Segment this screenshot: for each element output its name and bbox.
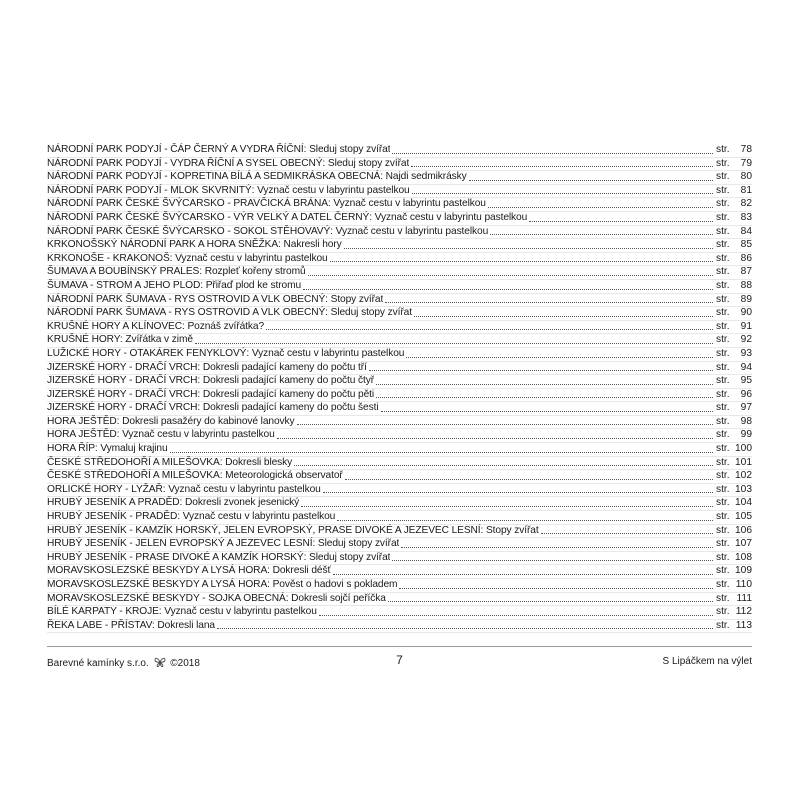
page-number-ref: 96 (740, 388, 752, 400)
toc-entry-title: ORLICKÉ HORY - LYŽAŘ: Vyznač cestu v labyrintu pastelkou (47, 483, 321, 495)
page-number-ref: 109 (735, 565, 752, 577)
page-prefix: str. (716, 538, 730, 550)
toc-page-ref (716, 361, 752, 375)
toc-entry-title: HRUBÝ JESENÍK - PRASE DIVOKÉ A KAMZÍK HORSKÝ: Sleduj stopy zvířat (47, 551, 391, 563)
page-prefix: str. (716, 497, 730, 509)
dot-leader (541, 533, 713, 534)
toc-page-ref (716, 197, 752, 211)
page-prefix: str. (716, 443, 730, 455)
toc-page-ref (716, 293, 752, 307)
toc-page-ref (716, 564, 752, 578)
page-prefix: str. (716, 388, 730, 400)
dot-leader (376, 384, 713, 385)
toc-page-ref (716, 510, 752, 524)
page-prefix: str. (716, 415, 730, 427)
toc-page-ref (716, 211, 752, 225)
toc-row (47, 239, 752, 253)
toc-row (47, 484, 752, 498)
toc-row (47, 280, 752, 294)
page-number: 7 (396, 653, 403, 667)
toc-entry-title: NÁRODNÍ PARK ČESKÉ ŠVÝCARSKO - PRAVČICKÁ BRÁNA: Vyznač cestu v labyrintu pastelkou (47, 198, 486, 210)
page-prefix: str. (716, 239, 730, 251)
page-prefix: str. (716, 402, 730, 414)
page-number-ref: 98 (740, 415, 752, 427)
page-prefix: str. (716, 470, 730, 482)
toc-entry-title: JIZERSKÉ HORY - DRAČÍ VRCH: Dokresli padající kameny do počtu šesti (47, 402, 379, 414)
page-prefix: str. (716, 565, 730, 577)
toc-entry-title: KRKONOŠE - KRAKONOŠ: Vyznač cestu v labyrintu pastelkou (47, 252, 328, 264)
copyright-text: ©2018 (170, 658, 200, 669)
toc-row (47, 620, 752, 634)
toc-page-ref (716, 551, 752, 565)
book-title: S Lipáčkem na výlet (662, 656, 752, 667)
page-prefix: str. (716, 375, 730, 387)
page-prefix: str. (716, 293, 730, 305)
dot-leader (344, 248, 713, 249)
toc-row (47, 525, 752, 539)
toc-page-ref (716, 265, 752, 279)
toc-entry-title: BÍLÉ KARPATY - KROJE: Vyznač cestu v labyrintu pastelkou (47, 606, 317, 618)
dot-leader (392, 153, 713, 154)
toc-entry-title: JIZERSKÉ HORY - DRAČÍ VRCH: Dokresli padající kameny do počtu pěti (47, 388, 375, 400)
dot-leader (376, 397, 713, 398)
dot-leader (392, 560, 713, 561)
dot-leader (195, 343, 713, 344)
toc-page-ref (716, 605, 752, 619)
toc-page-ref (716, 428, 752, 442)
toc-entry-title: ŘEKA LABE - PŘÍSTAV: Dokresli lana (47, 619, 215, 631)
page-number-ref: 95 (740, 375, 752, 387)
dot-leader (406, 357, 713, 358)
toc-entry-title: NÁRODNÍ PARK PODYJÍ - KOPRETINA BÍLÁ A SEDMIKRÁSKA OBECNÁ: Najdi sedmikrásky (47, 171, 467, 183)
dot-leader (294, 465, 713, 466)
toc-entry-title: JIZERSKÉ HORY - DRAČÍ VRCH: Dokresli padající kameny do počtu tří (47, 361, 367, 373)
toc-row (47, 538, 752, 552)
page-number-ref: 94 (740, 361, 752, 373)
toc-page-ref (716, 279, 752, 293)
toc-page-ref (716, 469, 752, 483)
toc-entry-title: KRUŠNÉ HORY: Zvířátka v zimě (47, 334, 193, 346)
page-number-ref: 99 (740, 429, 752, 441)
toc-page-ref (716, 442, 752, 456)
page-number-ref: 91 (740, 320, 752, 332)
dot-leader (337, 520, 713, 521)
toc-entry-title: HORA ŘÍP: Vymaluj krajinu (47, 443, 168, 455)
toc-row (47, 171, 752, 185)
toc-entry-title: HRUBÝ JESENÍK A PRADĚD: Dokresli zvonek jesenický (47, 497, 300, 509)
toc-entry-title: HORA JEŠTĚD: Vyznač cestu v labyrintu pastelkou (47, 429, 275, 441)
dot-leader (529, 221, 713, 222)
page-number-ref: 112 (735, 606, 752, 618)
toc-entry-title: HRUBÝ JESENÍK - JELEN EVROPSKÝ A JEZEVEC LESNÍ: Sleduj stopy zvířat (47, 538, 400, 550)
toc-entry-title: HORA JEŠTĚD: Dokresli pasažéry do kabinové lanovky (47, 415, 295, 427)
dot-leader (381, 411, 714, 412)
page-prefix: str. (716, 619, 730, 631)
dot-leader (412, 193, 713, 194)
page-number-ref: 100 (735, 443, 752, 455)
toc-page-ref (716, 333, 752, 347)
page-footer (47, 653, 752, 670)
dot-leader (277, 438, 713, 439)
toc-row (47, 511, 752, 525)
dot-leader (401, 547, 713, 548)
toc-row (47, 185, 752, 199)
dot-leader (323, 492, 713, 493)
toc-entry-title: NÁRODNÍ PARK PODYJÍ - VYDRA ŘÍČNÍ A SYSEL OBECNÝ: Sleduj stopy zvířat (47, 157, 410, 169)
toc-row (47, 443, 752, 457)
toc-page-ref (716, 184, 752, 198)
footer-divider (47, 646, 752, 647)
page-number-ref: 110 (735, 579, 752, 590)
toc-row (47, 348, 752, 362)
page-number-ref: 92 (740, 334, 752, 346)
page-prefix: str. (716, 429, 730, 441)
page-prefix: str. (716, 252, 730, 264)
page-prefix: str. (716, 606, 730, 618)
toc-entry-title: MORAVSKOSLEZSKÉ BESKYDY - SOJKA OBECNÁ: Dokresli sojčí peříčka (47, 592, 386, 604)
toc-page-ref (716, 524, 752, 538)
toc-row (47, 497, 752, 511)
toc-page-ref (716, 225, 752, 239)
toc-row (47, 402, 752, 416)
page-number-ref: 111 (736, 592, 752, 604)
toc-page-ref (716, 496, 752, 510)
toc-page-ref (716, 347, 752, 361)
dot-leader (333, 574, 713, 575)
page-number-ref: 97 (740, 402, 752, 414)
toc-row (47, 389, 752, 403)
toc-row (47, 593, 752, 607)
toc-page-ref (716, 252, 752, 266)
table-of-contents (47, 144, 752, 633)
toc-row (47, 457, 752, 471)
page-prefix: str. (716, 456, 730, 468)
page-number-ref: 93 (740, 347, 752, 359)
toc-row (47, 429, 752, 443)
dot-leader (345, 479, 713, 480)
page-number-ref: 87 (740, 266, 752, 278)
page-prefix: str. (716, 279, 730, 291)
page-number-ref: 103 (735, 483, 752, 495)
toc-entry-title: NÁRODNÍ PARK PODYJÍ - ČÁP ČERNÝ A VYDRA ŘÍČNÍ: Sleduj stopy zvířat (47, 144, 391, 155)
toc-page-ref (716, 401, 752, 415)
toc-row (47, 606, 752, 620)
dot-leader (399, 588, 713, 589)
page-number-ref: 106 (735, 524, 752, 536)
page-number-ref: 89 (740, 293, 752, 305)
toc-entry-title: JIZERSKÉ HORY - DRAČÍ VRCH: Dokresli padající kameny do počtu čtyř (47, 375, 375, 387)
toc-entry-title: MORAVSKOSLEZSKÉ BESKYDY A LYSÁ HORA: Dokresli déšť (47, 565, 332, 577)
toc-entry-title: ŠUMAVA - STROM A JEHO PLOD: Přiřaď plod ke stromu (47, 279, 302, 291)
dot-leader (170, 452, 713, 453)
toc-row (47, 198, 752, 212)
page-number-ref: 86 (740, 252, 752, 264)
page-prefix: str. (716, 320, 730, 332)
toc-entry-title: KRUŠNÉ HORY A KLÍNOVEC: Poznáš zvířátka? (47, 320, 265, 332)
toc-page-ref (716, 592, 752, 606)
toc-entry-title: KRKONOŠSKÝ NÁRODNÍ PARK A HORA SNĚŽKA: Nakresli hory (47, 239, 342, 251)
toc-entry-title: HRUBÝ JESENÍK - KAMZÍK HORSKÝ, JELEN EVROPSKÝ, PRASE DIVOKÉ A JEZEVEC LESNÍ: Stopy zvířat (47, 524, 539, 536)
dot-leader (369, 370, 713, 371)
dot-leader (388, 601, 713, 602)
toc-page-ref (716, 456, 752, 470)
page-number-ref: 90 (740, 307, 752, 319)
page-prefix: str. (716, 524, 730, 536)
page-prefix: str. (716, 184, 730, 196)
page-number-ref: 84 (740, 225, 752, 237)
toc-row (47, 416, 752, 430)
page-number-ref: 81 (740, 184, 752, 196)
page-prefix: str. (716, 266, 730, 278)
page-prefix: str. (716, 307, 730, 319)
toc-page-ref (716, 170, 752, 184)
toc-entry-title: HRUBÝ JESENÍK - PRADĚD: Vyznač cestu v labyrintu pastelkou (47, 511, 336, 523)
page-prefix: str. (716, 579, 730, 590)
page-number-ref: 83 (740, 211, 752, 223)
toc-row (47, 375, 752, 389)
toc-page-ref (716, 578, 752, 592)
toc-row (47, 158, 752, 172)
dot-leader (385, 302, 713, 303)
page-number-ref: 85 (740, 239, 752, 251)
dot-leader (490, 234, 713, 235)
toc-row (47, 334, 752, 348)
dot-leader (297, 424, 713, 425)
toc-row (47, 307, 752, 321)
page-prefix: str. (716, 211, 730, 223)
dot-leader (469, 180, 713, 181)
page-number-ref: 108 (735, 551, 752, 563)
dot-leader (217, 628, 713, 629)
dot-leader (488, 207, 713, 208)
toc-row (47, 321, 752, 335)
toc-row (47, 579, 752, 593)
toc-page-ref (716, 619, 752, 633)
page-number-ref: 107 (735, 538, 752, 550)
toc-page-ref (716, 238, 752, 252)
page-prefix: str. (716, 483, 730, 495)
publisher-name: Barevné kamínky s.r.o. (47, 658, 149, 669)
toc-entry-title: NÁRODNÍ PARK ČESKÉ ŠVÝCARSKO - VÝR VELKÝ A DATEL ČERNÝ: Vyznač cestu v labyrintu pastelkou (47, 211, 528, 223)
dot-leader (414, 316, 713, 317)
toc-row (47, 294, 752, 308)
page-number-ref: 82 (740, 198, 752, 210)
toc-row (47, 253, 752, 267)
toc-entry-title: LUŽICKÉ HORY - OTAKÁREK FENYKLOVÝ: Vyznač cestu v labyrintu pastelkou (47, 347, 405, 359)
toc-page-ref (716, 537, 752, 551)
toc-entry-title: NÁRODNÍ PARK ŠUMAVA - RYS OSTROVID A VLK OBECNÝ: Sleduj stopy zvířat (47, 307, 412, 319)
toc-row (47, 552, 752, 566)
toc-entry-title: ČESKÉ STŘEDOHOŘÍ A MILEŠOVKA: Meteorologická observatoř (47, 470, 343, 482)
toc-page-ref (716, 374, 752, 388)
toc-row (47, 565, 752, 579)
dot-leader (301, 506, 713, 507)
toc-page-ref (716, 320, 752, 334)
toc-row (47, 144, 752, 158)
page-prefix: str. (716, 157, 730, 169)
page-prefix: str. (716, 171, 730, 183)
page-number-ref: 102 (735, 470, 752, 482)
toc-entry-title: NÁRODNÍ PARK ČESKÉ ŠVÝCARSKO - SOKOL STĚHOVAVÝ: Vyznač cestu v labyrintu pastelkou (47, 225, 489, 237)
page-prefix: str. (716, 592, 730, 604)
toc-entry-title: MORAVSKOSLEZSKÉ BESKYDY A LYSÁ HORA: Pověst o hadovi s pokladem (47, 579, 398, 590)
toc-row (47, 470, 752, 484)
toc-row (47, 266, 752, 280)
dot-leader (303, 289, 713, 290)
page-prefix: str. (716, 225, 730, 237)
page-prefix: str. (716, 347, 730, 359)
page-number-ref: 80 (740, 171, 752, 183)
toc-entry-title: ČESKÉ STŘEDOHOŘÍ A MILEŠOVKA: Dokresli blesky (47, 456, 293, 468)
page-prefix: str. (716, 144, 730, 155)
page-prefix: str. (716, 551, 730, 563)
toc-page-ref (716, 483, 752, 497)
toc-page-ref (716, 157, 752, 171)
toc-row (47, 362, 752, 376)
page-prefix: str. (716, 334, 730, 346)
toc-entry-title: NÁRODNÍ PARK ŠUMAVA - RYS OSTROVID A VLK OBECNÝ: Stopy zvířat (47, 293, 384, 305)
toc-entry-title: NÁRODNÍ PARK PODYJÍ - MLOK SKVRNITÝ: Vyznač cestu v labyrintu pastelkou (47, 184, 410, 196)
page-prefix: str. (716, 361, 730, 373)
toc-page-ref (716, 143, 752, 157)
dot-leader (411, 166, 713, 167)
toc-entry-title: ŠUMAVA A BOUBÍNSKÝ PRALES: Rozpleť kořeny stromů (47, 266, 306, 278)
dot-leader (266, 329, 713, 330)
toc-row (47, 226, 752, 240)
page-number-ref: 105 (735, 511, 752, 523)
toc-row (47, 212, 752, 226)
page-number-ref: 79 (740, 157, 752, 169)
page-number-ref: 88 (740, 279, 752, 291)
page-number-ref: 78 (740, 144, 752, 155)
page-number-ref: 101 (735, 456, 752, 468)
page-number-ref: 104 (735, 497, 752, 509)
toc-page-ref (716, 415, 752, 429)
page-prefix: str. (716, 198, 730, 210)
toc-page-ref (716, 306, 752, 320)
dot-leader (308, 275, 713, 276)
toc-page-ref (716, 388, 752, 402)
dot-leader (330, 261, 713, 262)
page-number-ref: 113 (735, 619, 752, 631)
page-prefix: str. (716, 511, 730, 523)
dot-leader (319, 615, 713, 616)
